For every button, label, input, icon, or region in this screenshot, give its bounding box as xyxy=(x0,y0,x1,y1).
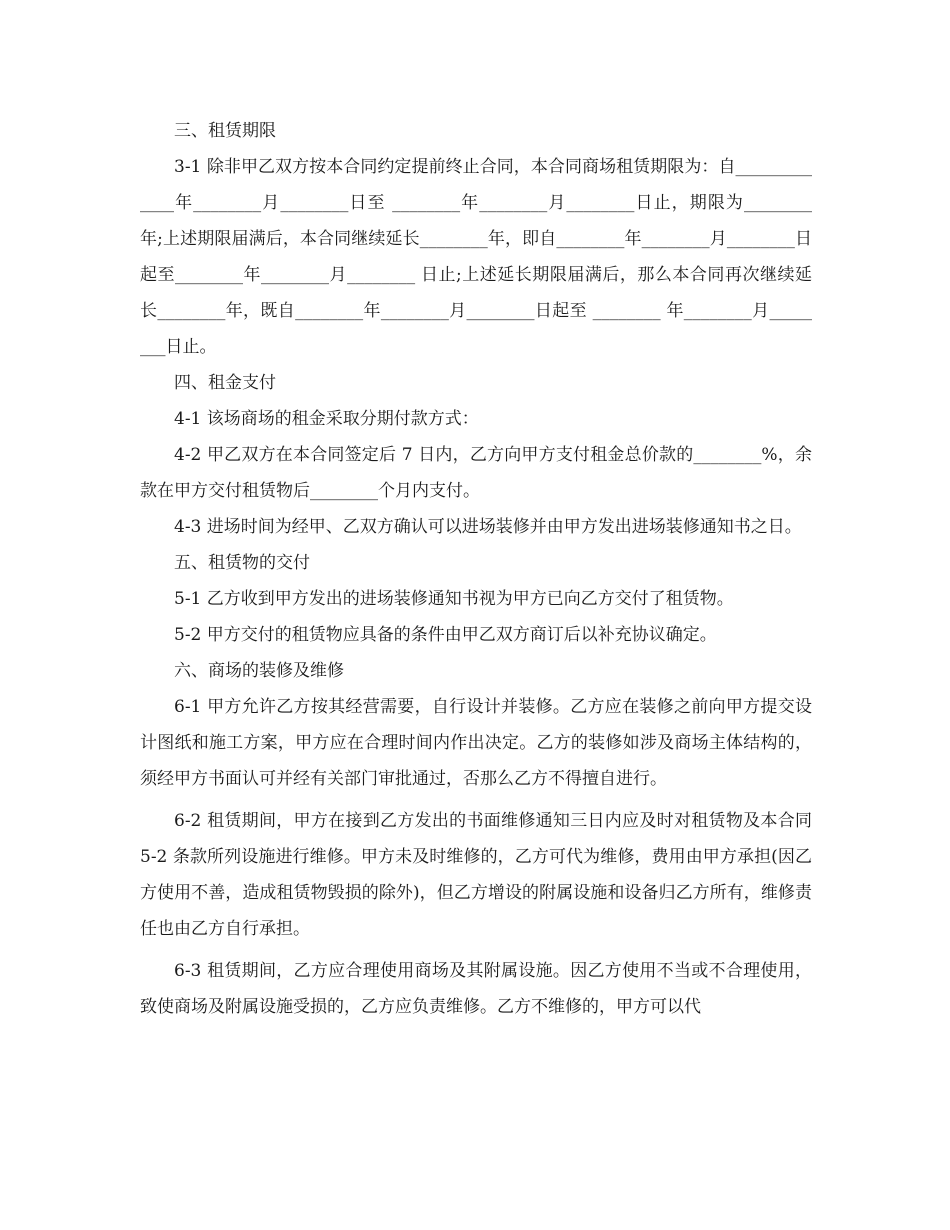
clause-4-3: 4-3 进场时间为经甲、乙双方确认可以进场装修并由甲方发出进场装修通知书之日。 xyxy=(174,517,802,537)
clause-6-1: 6-1 甲方允许乙方按其经营需要，自行设计并装修。乙方应在装修之前向甲方提交设计图纸和施工方案，甲方应在合理时间内作出决定。乙方的装修如涉及商场主体结构的，须经甲方书面认可并经有关部门审批通过，否那么乙方不得擅自进行。 xyxy=(140,697,812,789)
section-heading-rent-payment: 四、租金支付 xyxy=(174,373,276,393)
section-heading-lease-term: 三、租赁期限 xyxy=(174,121,276,141)
clause-4-2: 4-2 甲乙双方在本合同签定后 7 日内，乙方向甲方支付租金总价款的________%，余款在甲方交付租赁物后________个月内支付。 xyxy=(140,445,812,501)
section-heading-renovation: 六、商场的装修及维修 xyxy=(174,661,344,681)
clause-6-2: 6-2 租赁期间，甲方在接到乙方发出的书面维修通知三日内应及时对租赁物及本合同 5-2 条款所列设施进行维修。甲方未及时维修的，乙方可代为维修，费用由甲方承担(因乙方使用不善，造成租赁物毁损的除外)，但乙方增设的附属设施和设备归乙方所有，维修责任也由乙方自行承担。 xyxy=(140,811,818,939)
section-heading-delivery: 五、租赁物的交付 xyxy=(174,553,310,573)
document-page xyxy=(140,113,818,1025)
clause-4-1: 4-1 该场商场的租金采取分期付款方式： xyxy=(174,409,479,429)
clause-6-3: 6-3 租赁期间，乙方应合理使用商场及其附属设施。因乙方使用不当或不合理使用，致使商场及附属设施受损的，乙方应负责维修。乙方不维修的，甲方可以代 xyxy=(140,961,812,1017)
clause-5-2: 5-2 甲方交付的租赁物应具备的条件由甲乙双方商订后以补充协议确定。 xyxy=(174,625,717,645)
clause-5-1: 5-1 乙方收到甲方发出的进场装修通知书视为甲方已向乙方交付了租赁物。 xyxy=(174,589,734,609)
clause-3-1: 3-1 除非甲乙双方按本合同约定提前终止合同，本合同商场租赁期限为：自_____________年________月________日至 ________年________月________日止，期限为________年;上述期限届满后，本合同继续延长________年，即自________年________月________日起至________年________月________ 日止;上述延长期限届满后，那么本合同再次继续延长________年，既自________年________月________日起至 ________ 年________月________日止。 xyxy=(140,157,812,357)
